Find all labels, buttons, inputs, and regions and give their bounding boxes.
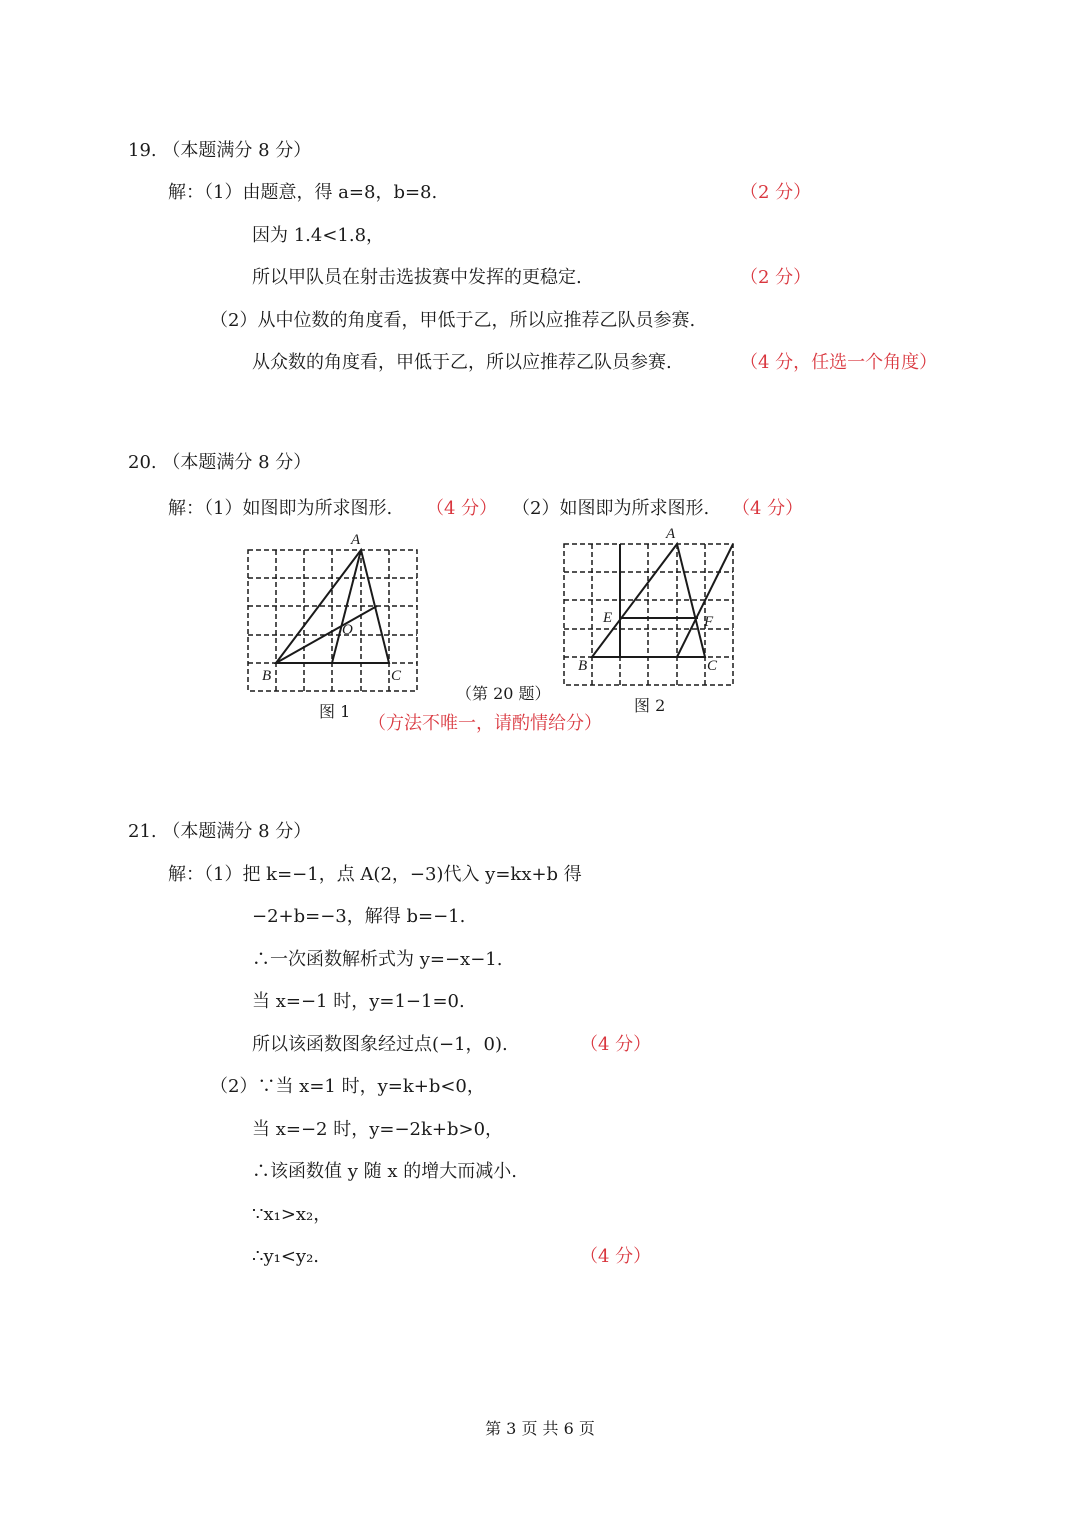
fig2-label-e: E (603, 610, 613, 626)
q20-header: 20. （本题满分 8 分） (128, 452, 312, 473)
fig2-label-b: B (578, 658, 588, 674)
q20-note: （方法不唯一，请酌情给分） (368, 713, 602, 734)
q21-line-10: ∴y₁<y₂. (252, 1246, 320, 1267)
q21-score-2: （4 分） (580, 1246, 652, 1267)
q21-line-4: 当 x=−1 时，y=1−1=0. (252, 991, 465, 1012)
fig1-label-b: B (262, 668, 272, 684)
figure-1-grid-diagram (236, 528, 436, 700)
q19-line-5: 从众数的角度看，甲低于乙，所以应推荐乙队员参赛. (252, 352, 672, 373)
fig1-label-o: O (342, 622, 353, 638)
q21-line-2: −2+b=−3，解得 b=−1. (252, 906, 466, 927)
fig2-label-f: F (704, 614, 714, 630)
question-20-caption: （第 20 题） (456, 684, 551, 703)
q21-score-1: （4 分） (580, 1034, 652, 1055)
q19-score-1: （2 分） (740, 182, 812, 203)
page-footer: 第 3 页 共 6 页 (485, 1419, 595, 1438)
q21-line-5: 所以该函数图象经过点(−1，0). (252, 1034, 508, 1055)
q19-score-2: （2 分） (740, 267, 812, 288)
q21-line-7: 当 x=−2 时，y=−2k+b>0， (252, 1119, 504, 1140)
q20-score-2: （4 分） (732, 498, 804, 519)
q20-line-1a: 解：（1）如图即为所求图形. (168, 498, 393, 519)
q21-line-3: ∴一次函数解析式为 y=−x−1. (252, 949, 503, 970)
fig2-label-a: A (666, 526, 676, 542)
q21-line-1: 解：（1）把 k=−1，点 A(2，−3)代入 y=kx+b 得 (168, 864, 582, 885)
q21-line-6: （2）∵当 x=1 时，y=k+b<0， (210, 1076, 485, 1097)
q19-header: 19. （本题满分 8 分） (128, 140, 312, 161)
q20-score-1: （4 分） (426, 498, 498, 519)
q19-score-3: （4 分，任选一个角度） (740, 352, 938, 373)
q19-line-1: 解：（1）由题意，得 a=8，b=8. (168, 182, 438, 203)
figure-2-caption: 图 2 (634, 696, 666, 715)
fig2-label-c: C (707, 658, 718, 674)
figure-2-grid-diagram (552, 522, 752, 694)
q19-line-4: （2）从中位数的角度看，甲低于乙，所以应推荐乙队员参赛. (210, 310, 696, 331)
fig1-label-a: A (351, 532, 361, 548)
q21-line-9: ∵x₁>x₂， (252, 1204, 332, 1225)
q20-line-1b: （2）如图即为所求图形. (512, 498, 710, 519)
q19-line-3: 所以甲队员在射击选拔赛中发挥的更稳定. (252, 267, 582, 288)
q21-header: 21. （本题满分 8 分） (128, 821, 312, 842)
q19-line-2: 因为 1.4<1.8， (252, 225, 385, 246)
figure-1-caption: 图 1 (319, 702, 351, 721)
fig1-label-c: C (391, 668, 402, 684)
q21-line-8: ∴该函数值 y 随 x 的增大而减小. (252, 1161, 517, 1182)
